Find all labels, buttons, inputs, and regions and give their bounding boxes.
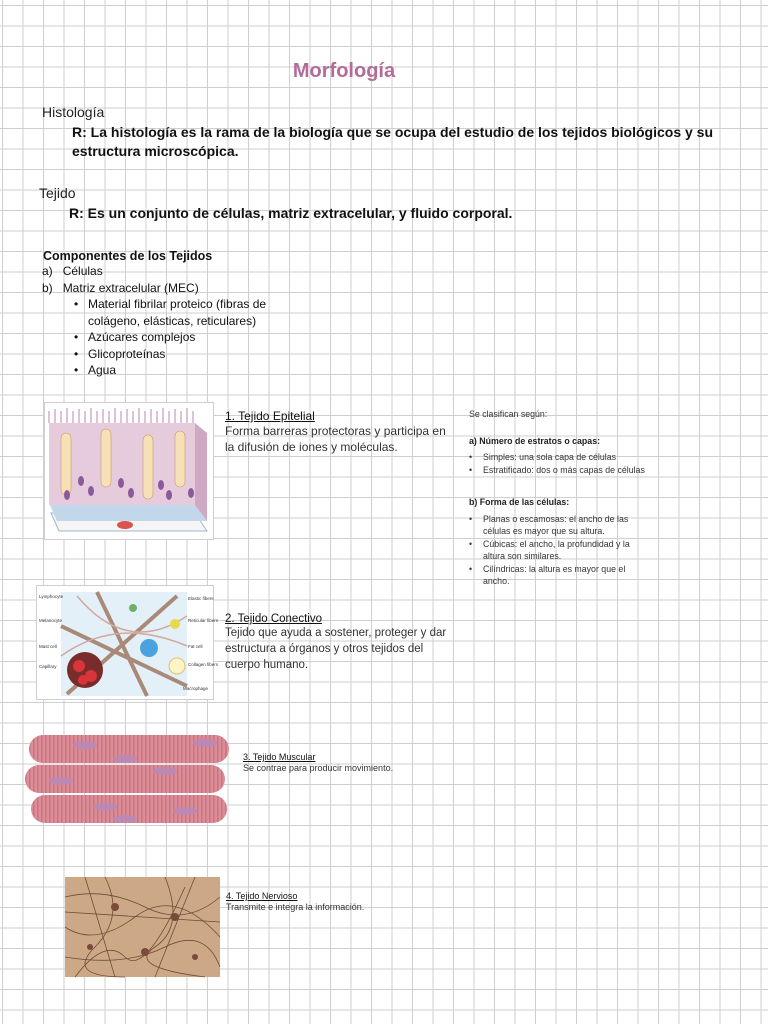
list-item: b) Matriz extracelular (MEC) xyxy=(42,280,199,295)
list-item: • Planas o escamosas: el ancho de las células es mayor que su altura. xyxy=(469,513,654,538)
tissue-desc: Se contrae para producir movimiento. xyxy=(243,763,394,773)
muscular-tissue-image xyxy=(25,731,233,828)
list-item: • Simples: una sola capa de células xyxy=(469,451,669,464)
label-melanocyte: Melanocyte xyxy=(39,618,63,623)
page-title: Morfología xyxy=(292,60,396,82)
tissue-nervioso xyxy=(226,891,446,913)
tissue-muscular xyxy=(243,752,463,774)
histologia-term: Histología xyxy=(42,104,105,120)
clasificacion-b-list xyxy=(469,513,654,588)
label-reticular-fibers: Reticular fibers xyxy=(188,618,219,623)
tissue-epitelial xyxy=(225,409,455,455)
clasificacion-intro: Se clasifican según: xyxy=(469,409,548,419)
list-item: • Cúbicas: el ancho, la profundidad y la altura son similares. xyxy=(469,538,654,563)
connective-tissue-image xyxy=(36,585,219,700)
clasificacion-section xyxy=(469,408,669,588)
histologia-answer: R: La histología es la rama de la biología que se ocupa del estudio de los tejidos biológicos y su estructura microscópica. xyxy=(72,124,714,159)
componentes-list xyxy=(42,263,323,296)
tissue-title: 3. Tejido Muscular xyxy=(243,752,316,762)
list-item: • Agua xyxy=(74,362,284,379)
list-item: • Estratificado: dos o más capas de células xyxy=(469,464,669,477)
tissue-title: 1. Tejido Epitelial xyxy=(225,409,315,423)
list-item: • Cilíndricas: la altura es mayor que el ancho. xyxy=(469,563,654,588)
label-collagen-fibers: Collagen fibers xyxy=(188,662,219,667)
componentes-section xyxy=(43,249,323,379)
tejido-answer: R: Es un conjunto de células, matriz extracelular, y fluido corporal. xyxy=(69,205,513,221)
componentes-title: Componentes de los Tejidos xyxy=(43,249,213,263)
epithelial-tissue-image xyxy=(44,402,214,540)
label-fat-cell: Fat cell xyxy=(188,644,203,649)
list-item: • Azúcares complejos xyxy=(74,329,284,346)
tissue-desc: Transmite e integra la información. xyxy=(226,902,365,912)
label-elastic-fibers: Elastic fibers xyxy=(188,596,214,601)
tissue-conectivo xyxy=(225,613,455,673)
list-item: a) Células xyxy=(42,264,103,278)
tissue-title: 4. Tejido Nervioso xyxy=(226,891,298,901)
clasificacion-a-list xyxy=(469,451,669,476)
label-lymphocyte: Lymphocyte xyxy=(39,594,64,599)
list-item: • Glicoproteínas xyxy=(74,346,284,363)
tissue-title: 2. Tejido Conectivo xyxy=(225,613,322,625)
label-capillary: Capillary xyxy=(39,664,57,669)
nervous-tissue-image xyxy=(65,877,220,977)
list-item: • Material fibrilar proteico (fibras de colágeno, elásticas, reticulares) xyxy=(74,296,284,329)
tissue-desc: Forma barreras protectoras y participa en la difusión de iones y moléculas. xyxy=(225,424,446,454)
clasificacion-a-title: a) Número de estratos o capas: xyxy=(469,435,601,446)
tejido-term: Tejido xyxy=(39,185,76,201)
clasificacion-b-title: b) Forma de las células: xyxy=(469,497,570,507)
label-macrophage: Macrophage xyxy=(183,686,209,691)
label-mast-cell: Mast cell xyxy=(39,644,57,649)
tissue-desc: Tejido que ayuda a sostener, proteger y dar estructura a órganos y otros tejidos del cuerpo humano. xyxy=(225,627,447,671)
mec-sublist xyxy=(74,296,284,379)
